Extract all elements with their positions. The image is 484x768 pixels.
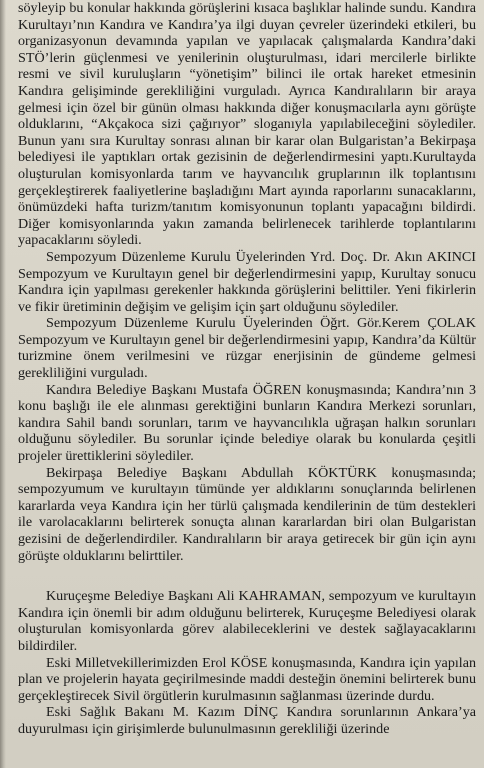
paragraph-ogren: Kandıra Belediye Başkanı Mustafa ÖĞREN konuşmasında; Kandıra’nın 3 konu başlığı ile ele alınması gerektiğini bunların Kandıra Merkezi sorunları, kandıra Sahil bandı sorunları, tarım ve hayvancılıkla uğraşan halkın sorunları olduğunu söylediler. Bu sorunlar içinde belediye olarak bu konularda çeşitli projeler ürettiklerini söylediler. [18, 381, 476, 465]
paragraph-colak: Sempozyum Düzenleme Kurulu Üyelerinden Öğrt. Gör.Kerem ÇOLAK Sempozyum ve Kurultayın genel bir değerlendirmesini yapıp, Kandıra’da Kültür turizmine önem verilmesini ve rüzgar enerjisinin de gündeme gelmesi gerekliliğini vurguladı. [18, 315, 476, 382]
article-body [18, 0, 476, 738]
paragraph-kose: Eski Milletvekillerimizden Erol KÖSE konuşmasında, Kandıra için yapılan plan ve projelerin hayata geçirilmesinde maddi desteğin önemini belirterek bunu gerçekleştirecek Sivil örgütlerin kurulmasının sağlanması üzerinde durdu. [18, 654, 476, 704]
paragraph-gap [18, 564, 476, 588]
paragraph-intro: söyleyip bu konular hakkında görüşlerini kısaca başlıklar halinde sundu. Kandıra Kurultayı’nın Kandıra ve Kandıra’ya ilgi duyan çevreler üzerindeki etkileri, bu organizasyonun devamında yapılan ve yapılacak çalışmalarda Kandıra’daki STÖ’lerin güçlenmesi ve yenilerinin oluşturulması, idari mercilerle birlikte resmi ve sivil kuruluşların “yönetişim” bilinci ile ortak hareket etmesinin Kandıra gelişiminde gerekliliğini vurguladı. Ayrıca Kandıralıların bir araya gelmesi için özel bir günün olması hakkında diğer konuşmacılarla aynı görüşte olduklarını, “Akçakoca sizi çağırıyor” sloganıyla yapılabileceğini söylediler. Bunun yanı sıra Kurultay sonrası alınan bir karar olan Bulgaristan’a Bekirpaşa belediyesi ile yaptıkları ortak gezisinin de değerlendirmesini yaptı.Kurultayda oluşturulan komisyonlarda tarım ve hayvancılık gruplarının ilk toplantısını gerçekleştirerek faaliyetlerine başladığını Mart ayında raporlarını sunacaklarını, önümüzdeki hafta turizm/tanıtım komisyonunun toplantı yapacağını bildirdi. Diğer komisyonlarında yakın zamanda belirlenecek tarihlerde toplantılarını yapacaklarını söyledi. [18, 0, 476, 249]
paragraph-dinc: Eski Sağlık Bakanı M. Kazım DİNÇ Kandıra sorunlarının Ankara’ya duyurulması için girişimlerde bulunulmasının gerekliliği üzerinde [18, 704, 476, 737]
paragraph-markturk: Bekirpaşa Belediye Başkanı Abdullah KÖKTÜRK konuşmasında; sempozyumum ve kurultayın tümünde yer aldıklarını sonuçlarında belirlenen kararlarda veya Kandıra için her türlü çalışmada kendilerinin de tüm destekleri ile varolacaklarını belirterek sonuçta alınan kararlardan biri olan Bulgaristan gezisini de değerlendirdiler. Kandıralıların bir araya getirecek bir gün için aynı görüşte olduklarını belirttiler. [18, 464, 476, 564]
paragraph-kahraman: Kuruçeşme Belediye Başkanı Ali KAHRAMAN, sempozyum ve kurultayın Kandıra için önemli bir adım olduğunu belirterek, Kuruçeşme Belediyesi olarak oluşturulan komisyonlarda görev alabileceklerini ve destek sağlayacaklarını bildirdiler. [18, 588, 476, 654]
paragraph-akinci: Sempozyum Düzenleme Kurulu Üyelerinden Yrd. Doç. Dr. Akın AKINCI Sempozyum ve Kurultayın genel bir değerlendirmesini yapıp, Kurultay sonucu Kandıra için yapılması gerekenler hakkında görüşlerini belittiler. Yeni fikirlerin ve fikir üretiminin değişim ve gelişim için şart olduğunu söylediler. [18, 248, 476, 315]
